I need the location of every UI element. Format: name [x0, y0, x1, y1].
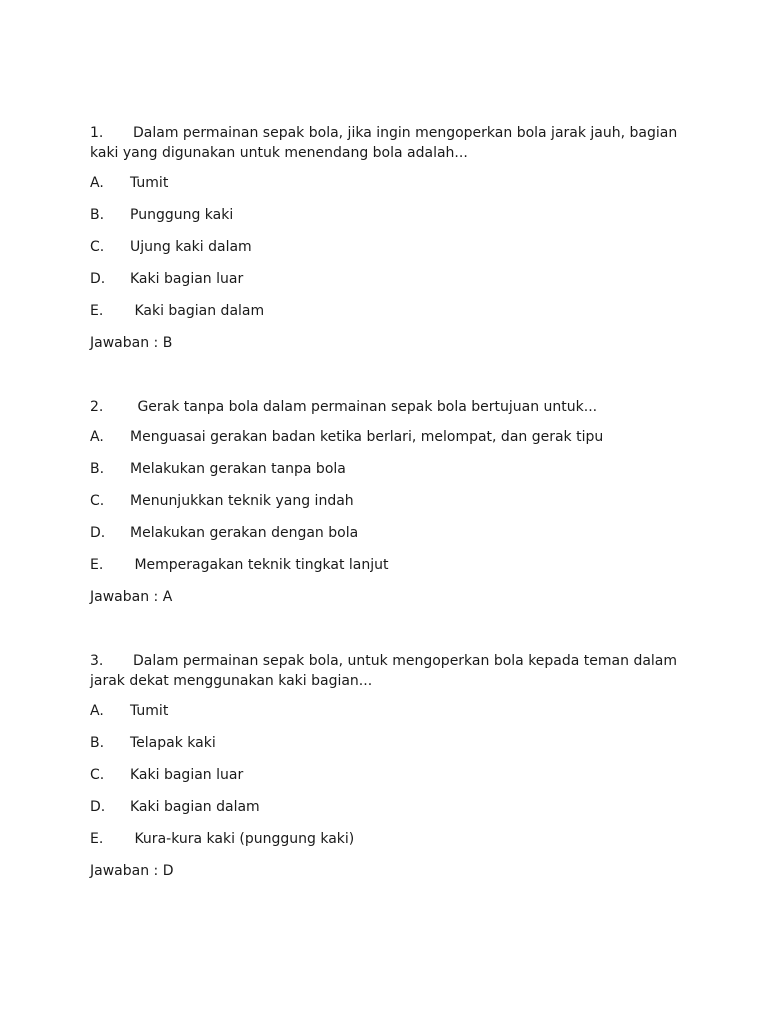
option-text: Tumit [130, 175, 169, 191]
option-text: Menunjukkan teknik yang indah [130, 493, 354, 509]
option-text: Tumit [130, 703, 169, 719]
option-d [90, 797, 690, 829]
question-3 [90, 651, 690, 881]
option-letter: D. [90, 525, 106, 541]
option-letter: B. [90, 461, 105, 477]
option-letter: A. [90, 175, 104, 191]
option-letter: B. [90, 207, 105, 223]
option-letter: C. [90, 493, 105, 509]
option-e [90, 301, 690, 333]
question-text [90, 651, 690, 691]
document-page [90, 123, 690, 881]
option-letter: D. [90, 799, 106, 815]
option-letter: C. [90, 767, 105, 783]
option-letter: E. [90, 831, 104, 847]
question-body: Dalam permainan sepak bola, untuk mengoperkan bola kepada teman dalam jarak dekat menggunakan kaki bagian... [90, 653, 678, 689]
option-a [90, 427, 690, 459]
option-text: Kaki bagian luar [130, 767, 244, 783]
option-e [90, 829, 690, 861]
option-text: Kaki bagian luar [130, 271, 244, 287]
answer-key: Jawaban : A [90, 589, 173, 605]
option-b [90, 459, 690, 491]
option-d [90, 269, 690, 301]
option-a [90, 701, 690, 733]
option-text: Melakukan gerakan dengan bola [130, 525, 359, 541]
question-1 [90, 123, 690, 353]
question-body: Gerak tanpa bola dalam permainan sepak bola bertujuan untuk... [133, 399, 598, 415]
question-number: 1. [90, 125, 104, 141]
answer-key: Jawaban : D [90, 863, 174, 879]
option-letter: A. [90, 703, 104, 719]
question-number: 3. [90, 653, 104, 669]
option-letter: E. [90, 303, 104, 319]
option-letter: A. [90, 429, 104, 445]
option-letter: E. [90, 557, 104, 573]
option-c [90, 491, 690, 523]
question-text [90, 123, 690, 163]
spacer [90, 353, 690, 397]
option-text: Kura-kura kaki (punggung kaki) [130, 831, 355, 847]
option-c [90, 765, 690, 797]
option-text: Punggung kaki [130, 207, 234, 223]
option-text: Kaki bagian dalam [130, 303, 265, 319]
question-number: 2. [90, 399, 104, 415]
option-d [90, 523, 690, 555]
option-text: Telapak kaki [130, 735, 216, 751]
option-text: Menguasai gerakan badan ketika berlari, melompat, dan gerak tipu [130, 429, 604, 445]
option-text: Kaki bagian dalam [130, 799, 260, 815]
option-text: Memperagakan teknik tingkat lanjut [130, 557, 389, 573]
option-b [90, 205, 690, 237]
option-letter: D. [90, 271, 106, 287]
question-text [90, 397, 690, 417]
option-letter: B. [90, 735, 105, 751]
spacer [90, 607, 690, 651]
option-b [90, 733, 690, 765]
question-body: Dalam permainan sepak bola, jika ingin mengoperkan bola jarak jauh, bagian kaki yang digunakan untuk menendang bola adalah... [90, 125, 678, 161]
option-a [90, 173, 690, 205]
option-text: Ujung kaki dalam [130, 239, 252, 255]
option-c [90, 237, 690, 269]
question-2 [90, 397, 690, 607]
option-e [90, 555, 690, 587]
answer-key: Jawaban : B [90, 335, 173, 351]
option-text: Melakukan gerakan tanpa bola [130, 461, 346, 477]
option-letter: C. [90, 239, 105, 255]
